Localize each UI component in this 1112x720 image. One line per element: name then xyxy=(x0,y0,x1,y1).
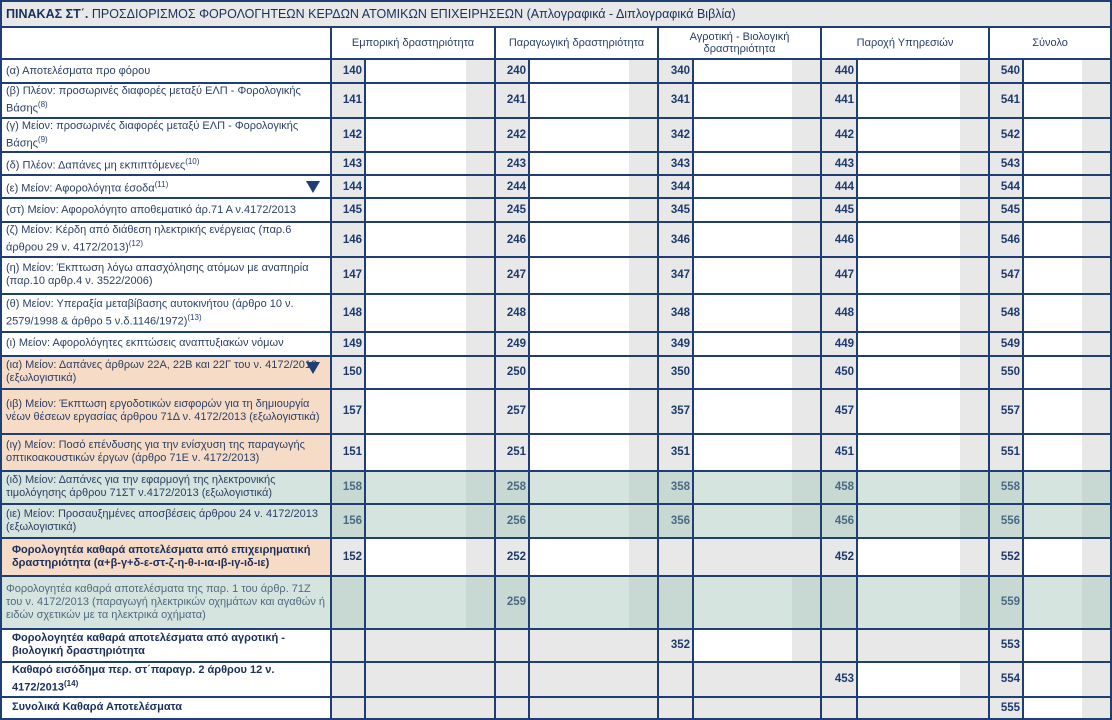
field-code: 559 xyxy=(989,576,1023,629)
column-header: Σύνολο xyxy=(989,27,1111,59)
row-label xyxy=(1,697,331,719)
field-code: 541 xyxy=(989,83,1023,118)
field-code: 252 xyxy=(495,538,529,576)
amount-input-456 xyxy=(857,504,989,538)
row-label-text: (ε) Μείον: Αφορολόγητα έσοδα xyxy=(6,182,155,195)
table-title-number: ΠΙΝΑΚΑΣ ΣΤ΄. xyxy=(6,7,89,21)
field-code: 144 xyxy=(331,175,365,198)
amount-input-446[interactable] xyxy=(857,222,989,257)
amount-input-244[interactable] xyxy=(529,175,658,198)
amount-input-151[interactable] xyxy=(365,434,495,471)
amount-input-448[interactable] xyxy=(857,294,989,332)
amount-input-550[interactable] xyxy=(1023,356,1111,389)
field-code: 557 xyxy=(989,389,1023,434)
field-code: 352 xyxy=(658,629,693,662)
field-code: 351 xyxy=(658,434,693,471)
table-row xyxy=(1,356,1111,389)
amount-input-251[interactable] xyxy=(529,434,658,471)
amount-input-442[interactable] xyxy=(857,118,989,153)
disabled-cell xyxy=(529,697,658,719)
row-label-text: Καθαρό εισόδημα περ. στ΄παραγρ. 2 άρθρου 12 ν. 4172/2013 xyxy=(12,663,275,694)
row-label-text: (ιε) Μείον: Προσαυξημένες αποσβέσεις άρθρου 24 ν. 4172/2013 (εξωλογιστικά) xyxy=(6,507,319,533)
amount-input-440[interactable] xyxy=(857,59,989,83)
field-code: 259 xyxy=(495,576,529,629)
amount-input-547[interactable] xyxy=(1023,257,1111,294)
row-label xyxy=(1,83,331,118)
amount-input-542[interactable] xyxy=(1023,118,1111,153)
field-code: 450 xyxy=(821,356,857,389)
row-label xyxy=(1,175,331,198)
row-label-text: (ι) Μείον: Αφορολόγητες εκπτώσεις αναπτυξιακών νόμων xyxy=(6,337,284,350)
table-row xyxy=(1,389,1111,434)
amount-input-557[interactable] xyxy=(1023,389,1111,434)
disabled-cell xyxy=(529,662,658,697)
disabled-cell xyxy=(365,662,495,697)
field-code: 457 xyxy=(821,389,857,434)
field-code: 458 xyxy=(821,471,857,504)
field-code: 451 xyxy=(821,434,857,471)
amount-input-541[interactable] xyxy=(1023,83,1111,118)
amount-input-450[interactable] xyxy=(857,356,989,389)
field-code: 553 xyxy=(989,629,1023,662)
disabled-cell xyxy=(529,629,658,662)
field-code xyxy=(821,576,857,629)
row-label-text: (ιβ) Μείον: Έκπτωση εργοδοτικών εισφορών για τη δημιουργία νέων θέσεων εργασίας άρθρου 71Δ ν. 4172/2013 (εξωλογιστικά) xyxy=(6,398,320,424)
amount-input-352[interactable] xyxy=(693,629,821,662)
row-label xyxy=(1,118,331,153)
row-label xyxy=(1,222,331,257)
field-code: 247 xyxy=(495,257,529,294)
field-code: 452 xyxy=(821,538,857,576)
amount-input-351[interactable] xyxy=(693,434,821,471)
expand-triangle-icon[interactable] xyxy=(306,362,320,374)
row-label xyxy=(1,152,331,175)
field-code: 546 xyxy=(989,222,1023,257)
row-label-text: (β) Πλέον: προσωρινές διαφορές μεταξύ ΕΛΠ - Φορολογικής Βάσης xyxy=(6,85,301,115)
amount-input-344[interactable] xyxy=(693,175,821,198)
amount-input-242[interactable] xyxy=(529,118,658,153)
disabled-cell xyxy=(693,538,821,576)
field-code: 545 xyxy=(989,198,1023,222)
amount-input-246[interactable] xyxy=(529,222,658,257)
amount-input-341[interactable] xyxy=(693,83,821,118)
row-label-text: Φορολογητέα καθαρά αποτελέσματα από επιχειρηματική δραστηριότητα (α+β-γ+δ-ε-στ-ζ-η-θ-ι-ια-ιβ-ιγ-ιδ-ιε) xyxy=(12,543,311,569)
amount-input-141[interactable] xyxy=(365,83,495,118)
amount-input-156 xyxy=(365,504,495,538)
amount-input-148[interactable] xyxy=(365,294,495,332)
row-label xyxy=(1,538,331,576)
amount-input-258 xyxy=(529,471,658,504)
table-row xyxy=(1,83,1111,118)
table-row xyxy=(1,294,1111,332)
amount-input-554[interactable] xyxy=(1023,662,1111,697)
amount-input-556 xyxy=(1023,504,1111,538)
field-code: 357 xyxy=(658,389,693,434)
amount-input-145[interactable] xyxy=(365,198,495,222)
table-row xyxy=(1,59,1111,83)
table-row xyxy=(1,332,1111,356)
amount-input-552[interactable] xyxy=(1023,538,1111,576)
field-code: 356 xyxy=(658,504,693,538)
field-code xyxy=(331,697,365,719)
field-code: 346 xyxy=(658,222,693,257)
disabled-cell xyxy=(857,629,989,662)
table-row xyxy=(1,118,1111,153)
amount-input-157[interactable] xyxy=(365,389,495,434)
field-code xyxy=(658,662,693,697)
amount-input-247[interactable] xyxy=(529,257,658,294)
field-code: 149 xyxy=(331,332,365,356)
amount-input-449[interactable] xyxy=(857,332,989,356)
field-code xyxy=(658,697,693,719)
disabled-cell xyxy=(693,662,821,697)
row-label xyxy=(1,629,331,662)
field-code xyxy=(495,629,529,662)
amount-input-146[interactable] xyxy=(365,222,495,257)
row-label-text: (ιγ) Μείον: Ποσό επένδυσης για την ενίσχυση της παραγωγής οπτικοακουστικών έργων (άρθρο 71Ε ν. 4172/2013) xyxy=(6,439,305,465)
field-code: 555 xyxy=(989,697,1023,719)
field-code: 142 xyxy=(331,118,365,153)
disabled-cell xyxy=(365,576,495,629)
field-code: 549 xyxy=(989,332,1023,356)
table-row xyxy=(1,662,1111,697)
amount-input-555[interactable] xyxy=(1023,697,1111,719)
field-code: 358 xyxy=(658,471,693,504)
field-code xyxy=(658,538,693,576)
field-code: 445 xyxy=(821,198,857,222)
row-label-text: (ζ) Μείον: Κέρδη από διάθεση ηλεκτρικής ενέργειας (παρ.6 άρθρου 29 ν. 4172/2013) xyxy=(6,224,292,254)
table-row xyxy=(1,629,1111,662)
amount-input-559 xyxy=(1023,576,1111,629)
amount-input-453[interactable] xyxy=(857,662,989,697)
amount-input-240[interactable] xyxy=(529,59,658,83)
field-code: 143 xyxy=(331,152,365,175)
field-code: 152 xyxy=(331,538,365,576)
field-code: 241 xyxy=(495,83,529,118)
row-label xyxy=(1,471,331,504)
amount-input-349[interactable] xyxy=(693,332,821,356)
field-code: 342 xyxy=(658,118,693,153)
amount-input-444[interactable] xyxy=(857,175,989,198)
amount-input-549[interactable] xyxy=(1023,332,1111,356)
expand-triangle-icon[interactable] xyxy=(306,181,320,193)
field-code: 258 xyxy=(495,471,529,504)
field-code: 547 xyxy=(989,257,1023,294)
amount-input-343[interactable] xyxy=(693,152,821,175)
amount-input-340[interactable] xyxy=(693,59,821,83)
field-code: 448 xyxy=(821,294,857,332)
field-code: 556 xyxy=(989,504,1023,538)
table-row xyxy=(1,697,1111,719)
field-code xyxy=(331,629,365,662)
row-label-text: Φορολογητέα καθαρά αποτελέσματα της παρ. 1 του άρθρ. 71Ζ του ν. 4172/2013 (παραγωγή ηλεκτρικών οχημάτων και αγαθών ή ειδών σχετικών με τα ηλεκτρικά οχήματα) xyxy=(6,582,326,621)
row-label-text: (ιδ) Μείον: Δαπάνες για την εφαρμογή της ηλεκτρονικής τιμολόγησης άρθρου 71ΣΤ ν.4172/2013 (εξωλογιστικά) xyxy=(6,474,276,500)
amount-input-458 xyxy=(857,471,989,504)
table-row xyxy=(1,504,1111,538)
amount-input-150[interactable] xyxy=(365,356,495,389)
table-row xyxy=(1,198,1111,222)
amount-input-356 xyxy=(693,504,821,538)
row-label-text: Συνολικά Καθαρά Αποτελέσματα xyxy=(12,701,183,714)
field-code: 141 xyxy=(331,83,365,118)
footnote-ref: (13) xyxy=(187,312,202,322)
row-label xyxy=(1,198,331,222)
field-code: 156 xyxy=(331,504,365,538)
field-code xyxy=(658,576,693,629)
field-code: 554 xyxy=(989,662,1023,697)
row-label-text: (η) Μείον: Έκπτωση λόγω απασχόλησης ατόμων με αναπηρία (παρ.10 αρθρ.4 ν. 3522/2006) xyxy=(6,262,309,288)
field-code: 345 xyxy=(658,198,693,222)
field-code: 441 xyxy=(821,83,857,118)
disabled-cell xyxy=(857,697,989,719)
disabled-cell xyxy=(857,576,989,629)
field-code: 251 xyxy=(495,434,529,471)
footnote-ref: (14) xyxy=(64,678,79,688)
amount-input-252[interactable] xyxy=(529,538,658,576)
row-label xyxy=(1,257,331,294)
footnote-ref: (8) xyxy=(37,100,48,109)
amount-input-250[interactable] xyxy=(529,356,658,389)
field-code: 151 xyxy=(331,434,365,471)
amount-input-245[interactable] xyxy=(529,198,658,222)
table-row xyxy=(1,152,1111,175)
amount-input-357[interactable] xyxy=(693,389,821,434)
amount-input-452[interactable] xyxy=(857,538,989,576)
row-label xyxy=(1,389,331,434)
column-header: Αγροτική - Βιολογική δραστηριότητα xyxy=(658,27,821,59)
disabled-cell xyxy=(693,576,821,629)
amount-input-140[interactable] xyxy=(365,59,495,83)
field-code: 552 xyxy=(989,538,1023,576)
amount-input-553[interactable] xyxy=(1023,629,1111,662)
field-code: 442 xyxy=(821,118,857,153)
field-code: 246 xyxy=(495,222,529,257)
field-code: 145 xyxy=(331,198,365,222)
amount-input-256 xyxy=(529,504,658,538)
row-label xyxy=(1,294,331,332)
table-title-text: ΠΡΟΣΔΙΟΡΙΣΜΟΣ ΦΟΡΟΛΟΓΗΤΕΩΝ ΚΕΡΔΩΝ ΑΤΟΜΙΚΩΝ ΕΠΙΧΕΙΡΗΣΕΩΝ (Απλογραφικά - Διπλογραφικά Βιβλία) xyxy=(88,7,736,21)
disabled-cell xyxy=(365,629,495,662)
row-label-text: Φορολογητέα καθαρά αποτελέσματα από αγροτική - βιολογική δραστηριότητα xyxy=(12,632,285,658)
row-label xyxy=(1,576,331,629)
field-code: 243 xyxy=(495,152,529,175)
field-code: 348 xyxy=(658,294,693,332)
field-code: 344 xyxy=(658,175,693,198)
field-code: 245 xyxy=(495,198,529,222)
amount-input-543[interactable] xyxy=(1023,152,1111,175)
field-code: 250 xyxy=(495,356,529,389)
field-code: 446 xyxy=(821,222,857,257)
amount-input-257[interactable] xyxy=(529,389,658,434)
field-code xyxy=(495,662,529,697)
field-code: 558 xyxy=(989,471,1023,504)
amount-input-342[interactable] xyxy=(693,118,821,153)
amount-input-241[interactable] xyxy=(529,83,658,118)
field-code: 147 xyxy=(331,257,365,294)
field-code: 157 xyxy=(331,389,365,434)
field-code: 440 xyxy=(821,59,857,83)
amount-input-348[interactable] xyxy=(693,294,821,332)
amount-input-149[interactable] xyxy=(365,332,495,356)
table-row xyxy=(1,576,1111,629)
field-code: 256 xyxy=(495,504,529,538)
amount-input-545[interactable] xyxy=(1023,198,1111,222)
row-label-text: (στ) Μείον: Αφορολόγητο αποθεματικό άρ.71 Α ν.4172/2013 xyxy=(6,203,296,216)
amount-input-558 xyxy=(1023,471,1111,504)
field-code: 341 xyxy=(658,83,693,118)
amount-input-249[interactable] xyxy=(529,332,658,356)
amount-input-350[interactable] xyxy=(693,356,821,389)
field-code: 343 xyxy=(658,152,693,175)
amount-input-548[interactable] xyxy=(1023,294,1111,332)
amount-input-443[interactable] xyxy=(857,152,989,175)
field-code: 249 xyxy=(495,332,529,356)
amount-input-248[interactable] xyxy=(529,294,658,332)
amount-input-259 xyxy=(529,576,658,629)
row-label-text: (α) Αποτελέσματα προ φόρου xyxy=(6,64,151,77)
table-row xyxy=(1,471,1111,504)
row-label xyxy=(1,332,331,356)
table-title xyxy=(1,1,1111,27)
amount-input-447[interactable] xyxy=(857,257,989,294)
field-code: 548 xyxy=(989,294,1023,332)
amount-input-457[interactable] xyxy=(857,389,989,434)
field-code: 543 xyxy=(989,152,1023,175)
amount-input-451[interactable] xyxy=(857,434,989,471)
field-code xyxy=(331,662,365,697)
table-row xyxy=(1,434,1111,471)
field-code: 150 xyxy=(331,356,365,389)
field-code: 453 xyxy=(821,662,857,697)
column-header: Παροχή Υπηρεσιών xyxy=(821,27,989,59)
column-header: Παραγωγική δραστηριότητα xyxy=(495,27,658,59)
footnote-ref: (11) xyxy=(154,179,169,189)
field-code: 140 xyxy=(331,59,365,83)
field-code: 444 xyxy=(821,175,857,198)
table-row xyxy=(1,222,1111,257)
amount-input-345[interactable] xyxy=(693,198,821,222)
amount-input-347[interactable] xyxy=(693,257,821,294)
field-code: 349 xyxy=(658,332,693,356)
header-empty xyxy=(1,27,331,59)
field-code xyxy=(331,576,365,629)
field-code: 551 xyxy=(989,434,1023,471)
footnote-ref: (12) xyxy=(128,239,143,249)
field-code: 544 xyxy=(989,175,1023,198)
amount-input-152[interactable] xyxy=(365,538,495,576)
row-label xyxy=(1,356,331,389)
field-code xyxy=(495,697,529,719)
field-code: 447 xyxy=(821,257,857,294)
amount-input-144[interactable] xyxy=(365,175,495,198)
disabled-cell xyxy=(365,697,495,719)
amount-input-445[interactable] xyxy=(857,198,989,222)
field-code: 242 xyxy=(495,118,529,153)
field-code: 350 xyxy=(658,356,693,389)
row-label-text: (ια) Μείον: Δαπάνες άρθρων 22Α, 22Β και 22Γ του ν. 4172/2013 (εξωλογιστικά) xyxy=(6,359,318,385)
amount-input-544[interactable] xyxy=(1023,175,1111,198)
field-code: 449 xyxy=(821,332,857,356)
table-row xyxy=(1,257,1111,294)
field-code: 542 xyxy=(989,118,1023,153)
field-code: 248 xyxy=(495,294,529,332)
field-code xyxy=(821,697,857,719)
row-label-text: (θ) Μείον: Υπεραξία μεταβίβασης αυτοκινήτου (άρθρο 10 ν. 2579/1998 & άρθρο 5 ν.δ.1146/1972) xyxy=(6,297,294,328)
field-code: 244 xyxy=(495,175,529,198)
amount-input-441[interactable] xyxy=(857,83,989,118)
row-label xyxy=(1,662,331,697)
field-code: 443 xyxy=(821,152,857,175)
field-code: 158 xyxy=(331,471,365,504)
table-row xyxy=(1,538,1111,576)
row-label xyxy=(1,59,331,83)
row-label xyxy=(1,434,331,471)
amount-input-546[interactable] xyxy=(1023,222,1111,257)
amount-input-142[interactable] xyxy=(365,118,495,153)
disabled-cell xyxy=(693,697,821,719)
column-header: Εμπορική δραστηριότητα xyxy=(331,27,495,59)
amount-input-358 xyxy=(693,471,821,504)
row-label-text: (γ) Μείον: προσωρινές διαφορές μεταξύ ΕΛΠ - Φορολογικής Βάσης xyxy=(6,119,299,150)
amount-input-143[interactable] xyxy=(365,152,495,175)
amount-input-147[interactable] xyxy=(365,257,495,294)
footnote-ref: (9) xyxy=(37,134,48,144)
field-code: 257 xyxy=(495,389,529,434)
amount-input-243[interactable] xyxy=(529,152,658,175)
field-code xyxy=(821,629,857,662)
amount-input-551[interactable] xyxy=(1023,434,1111,471)
row-label xyxy=(1,504,331,538)
field-code: 148 xyxy=(331,294,365,332)
field-code: 340 xyxy=(658,59,693,83)
table-row xyxy=(1,175,1111,198)
field-code: 347 xyxy=(658,257,693,294)
field-code: 550 xyxy=(989,356,1023,389)
field-code: 240 xyxy=(495,59,529,83)
field-code: 146 xyxy=(331,222,365,257)
row-label-text: (δ) Πλέον: Δαπάνες μη εκπιπτόμενες xyxy=(6,159,186,172)
field-code: 540 xyxy=(989,59,1023,83)
amount-input-158 xyxy=(365,471,495,504)
field-code: 456 xyxy=(821,504,857,538)
amount-input-346[interactable] xyxy=(693,222,821,257)
footnote-ref: (10) xyxy=(185,156,200,166)
amount-input-540[interactable] xyxy=(1023,59,1111,83)
